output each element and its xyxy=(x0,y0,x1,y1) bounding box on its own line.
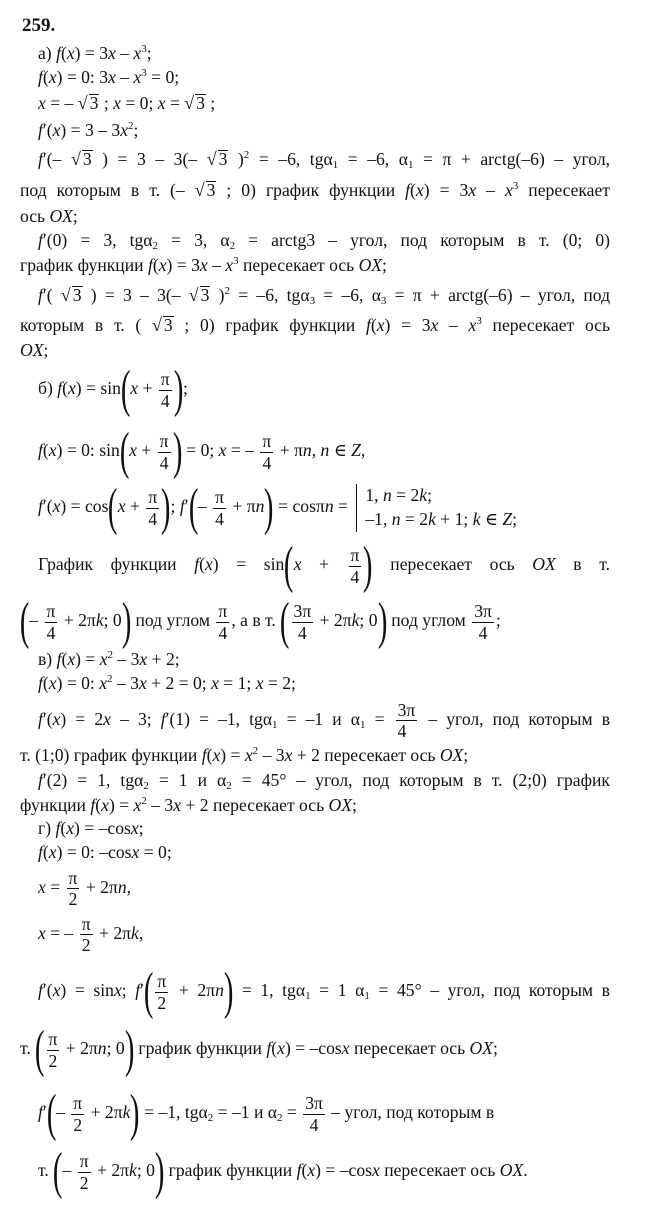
part-a-case1-line3: ось OX; xyxy=(20,206,78,226)
part-a-case1-line1: f′(– √ 3 ) = 3 – 3(– √ 3 )$^2$ = –6, tgα$_1$ = –6, $\alpha_1 = \pi$ + arctg(–6) – угол, xyxy=(38,149,611,171)
part-v-case1-line1: f′(x) = 2x – 3; f′(1) = –1, tgα$_1$ = –1 и $\alpha_1$ = $\frac{3\pi}{4}$ – угол, под которым в xyxy=(38,700,611,742)
part-v-case2-line2: функции $f(x) = x^2 - 3x + 2$ пересекает ось OX; xyxy=(20,795,357,815)
part-g-root2: x = – $\frac{\pi}{2}$ + 2πk, xyxy=(38,914,144,956)
part-g-step2: f(x) = 0: –cosx = 0; xyxy=(38,842,172,862)
part-v-step2: f(x) = 0: $x^2 - 3x + 2 = 0$; x = 1; x = 2; xyxy=(38,673,296,693)
part-g-root1: x = $\frac{\pi}{2}$ + 2πn, xyxy=(38,868,132,910)
part-a-case1-line2: под которым в т. (– √ 3 ; 0) график функции $f(x) = 3x - x^3$ пересекает xyxy=(20,180,610,200)
part-b-step1: б) f(x) = sin(x + $\frac{\pi}{4}$ ); xyxy=(38,361,188,418)
part-b-derivative: f′(x) = cos(x + $\frac{\pi}{4}$ ); f′(– $\frac{\pi}{4}$ + πn) = cosπn = 1, n = 2k; –1, n = 2k + 1; k ∈ Z; xyxy=(38,479,518,536)
part-b-step2: f(x) = 0: sin(x + $\frac{\pi}{4}$ ) = 0; x = – $\frac{\pi}{4}$ + πn, n ∈ Z, xyxy=(38,423,366,480)
part-v-step1: в) $f(x) = x^2 - 3x + 2$; xyxy=(38,649,180,669)
part-a-case2-line1: f′(0) = 3, tgα$_2$ = 3, $\alpha_2$ = arctg3 – угол, под которым в т. (0; 0) xyxy=(38,230,611,252)
part-a-derivative: $f'(x) = 3 - 3x^2$; xyxy=(38,120,139,140)
part-a-step2: f(x) = 0: $3x - x^3 = 0$; xyxy=(38,67,180,87)
part-a-step1: а) $f(x) = 3x - x^3$; xyxy=(38,43,152,63)
part-a-case2-line2: график функции $f(x) = 3x - x^3$ пересекает ось OX; xyxy=(20,255,387,275)
part-g-case2-line2: т. (– $\frac{\pi}{2}$ + 2πk; 0) график функции f(x) = –cosx пересекает ось OX. xyxy=(38,1143,528,1200)
part-a-case3-line1: f′( √ 3 ) = 3 – 3(– √ 3 )$^2$ = –6, tgα$_3$ = –6, $\alpha_3 = \pi$ + arctg(–6) – угол, под xyxy=(38,285,611,307)
part-b-conclusion-line2: (– $\frac{\pi}{4}$ + 2πk; 0) под углом $\frac{\pi}{4}$ , а в т. ( $\frac{3\pi}{4}$ + 2πk; 0) под углом $\frac{3\pi}{4}$ ; xyxy=(19,593,501,650)
problem-number: 259. xyxy=(22,15,56,36)
part-b-conclusion-line1: График функции f(x) = sin(x + $\frac{\pi}{4}$ ) пересекает ось OX в т. xyxy=(38,537,610,594)
part-g-case1-line1: f′(x) = sinx; f′( $\frac{\pi}{2}$ + 2πn) = 1, tgα$_1$ = 1 $\alpha_1 = 45^\circ$ – угол, под которым в xyxy=(38,963,610,1020)
part-a-roots: x = – √ 3 ; x = 0; x = √ 3 ; xyxy=(38,93,216,113)
part-g-step1: г) f(x) = –cosx; xyxy=(38,818,144,838)
part-v-case1-line2: т. (1;0) график функции $f(x) = x^2 - 3x + 2$ пересекает ось OX; xyxy=(20,745,469,765)
part-g-case2-line1: f′(– $\frac{\pi}{2}$ + 2πk) = –1, tgα$_2$ = –1 и $\alpha_2$ = $\frac{3\pi}{4}$ – угол, под которым в xyxy=(38,1085,495,1142)
part-v-case2-line1: f′(2) = 1, tgα$_2$ = 1 и $\alpha_2 = 45^\circ$ – угол, под которым в т. (2;0) график xyxy=(38,770,610,792)
part-a-case3-line3: OX; xyxy=(20,340,49,360)
part-g-case1-line2: т. ( $\frac{\pi}{2}$ + 2πn; 0) график функции f(x) = –cosx пересекает ось OX; xyxy=(20,1021,498,1078)
part-a-case3-line2: которым в т. ( √ 3 ; 0) график функции $f(x) = 3x - x^3$ пересекает ось xyxy=(20,315,611,335)
